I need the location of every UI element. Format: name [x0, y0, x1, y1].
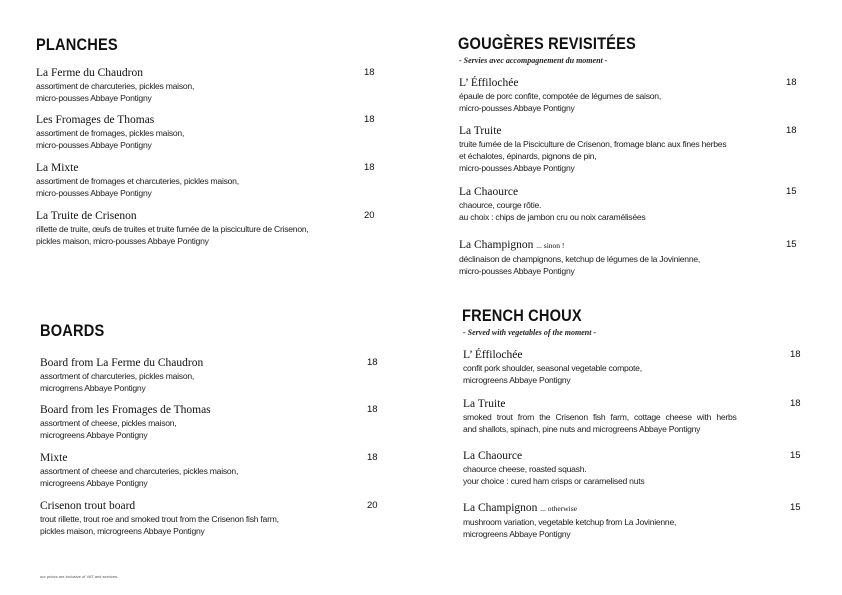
item-desc: microgreens Abbaye Pontigny — [40, 430, 148, 440]
item-name-text: La Champignon — [459, 239, 534, 251]
item-name: La Truite de Crisenon — [36, 210, 137, 222]
menu-item — [40, 451, 380, 489]
item-price: 20 — [367, 500, 378, 511]
item-desc: assortment of charcuteries, pickles maison, — [40, 371, 195, 381]
item-desc: assortiment de fromages, pickles maison, — [36, 128, 185, 138]
item-desc: smoked trout from the Crisenon fish farm, cottage cheese with herbs — [463, 412, 737, 422]
menu-item — [463, 397, 803, 435]
item-desc: pickles maison, microgreens Abbaye Pontigny — [40, 526, 205, 536]
item-price: 18 — [364, 162, 375, 173]
menu-item — [459, 76, 799, 114]
item-name: La Chaource — [459, 186, 519, 198]
item-name: La Truite — [463, 398, 506, 410]
item-desc: pickles maison, micro-pousses Abbaye Pontigny — [36, 236, 209, 246]
item-price: 18 — [790, 349, 801, 360]
menu-item — [459, 238, 799, 277]
item-price: 18 — [786, 77, 797, 88]
section-title-boards: BOARDS — [40, 321, 105, 340]
item-name: La Ferme du Chaudron — [36, 67, 143, 79]
menu-item — [36, 113, 376, 151]
item-desc: trout rillette, trout roe and smoked trout from the Crisenon fish farm, — [40, 514, 279, 524]
item-desc: chaource cheese, roasted squash. — [463, 464, 587, 474]
item-price: 15 — [786, 186, 797, 197]
item-desc: assortment of cheese, pickles maison, — [40, 418, 177, 428]
item-name: La Mixte — [36, 162, 79, 174]
item-name — [459, 238, 799, 253]
item-price: 15 — [786, 239, 797, 250]
item-desc: assortiment de fromages et charcuteries, pickles maison, — [36, 176, 239, 186]
menu-item — [36, 209, 376, 247]
menu-item — [459, 185, 799, 223]
item-name: L’ Éffilochée — [459, 77, 519, 89]
item-name: Crisenon trout board — [40, 500, 136, 512]
item-price: 18 — [786, 125, 797, 136]
item-desc: micro-pousses Abbaye Pontigny — [36, 140, 152, 150]
section-title-gougeres: GOUGÈRES REVISITÉES — [458, 34, 636, 53]
item-desc: micro-pousses Abbaye Pontigny — [459, 266, 575, 276]
item-price: 18 — [790, 398, 801, 409]
item-name: Board from les Fromages de Thomas — [40, 404, 211, 416]
section-title-planches: PLANCHES — [36, 35, 118, 54]
item-desc: assortment of cheese and charcuteries, pickles maison, — [40, 466, 239, 476]
menu-item — [40, 403, 380, 441]
item-price: 18 — [367, 357, 378, 368]
item-desc: mushroom variation, vegetable ketchup from La Jovinienne, — [463, 517, 677, 527]
item-desc: confit pork shoulder, seasonal vegetable compote, — [463, 363, 642, 373]
section-subtitle: - Servies avec accompagnement du moment - — [459, 56, 608, 65]
menu-item — [463, 501, 803, 540]
item-name-text: La Champignon — [463, 502, 538, 514]
item-name: Les Fromages de Thomas — [36, 114, 155, 126]
item-price: 20 — [364, 210, 375, 221]
item-desc: rillette de truite, œufs de truites et truite fumée de la pisciculture de Crisenon, — [36, 224, 309, 234]
item-desc: chaource, courge rôtie. — [459, 200, 542, 210]
menu-item — [40, 356, 380, 394]
item-name-suffix: ... sinon ! — [536, 241, 565, 250]
item-name: La Chaource — [463, 450, 523, 462]
item-desc: au choix : chips de jambon cru ou noix caramélisées — [459, 212, 646, 222]
item-name: L’ Éffilochée — [463, 349, 523, 361]
menu-item — [40, 499, 380, 537]
menu-item — [463, 449, 803, 487]
item-desc: et échalotes, épinards, pignons de pin, — [459, 151, 597, 161]
item-name: Mixte — [40, 452, 68, 464]
footer-note: our prices are inclusive of VAT and services. — [40, 574, 119, 579]
item-desc: micro-pousses Abbaye Pontigny — [36, 188, 152, 198]
item-desc: déclinaison de champignons, ketchup de légumes de la Jovinienne, — [459, 254, 701, 264]
item-price: 18 — [364, 114, 375, 125]
item-desc: microgreens Abbaye Pontigny — [463, 529, 571, 539]
item-desc: épaule de porc confite, compotée de légumes de saison, — [459, 91, 661, 101]
item-desc: microgreens Abbaye Pontigny — [463, 375, 571, 385]
item-desc: microgreens Abbaye Pontigny — [40, 478, 148, 488]
item-desc: micro-pousses Abbaye Pontigny — [459, 103, 575, 113]
item-name-suffix: ... otherwise — [540, 504, 577, 513]
item-name: Board from La Ferme du Chaudron — [40, 357, 204, 369]
item-desc: truite fumée de la Pisciculture de Crisenon, fromage blanc aux fines herbes — [459, 139, 727, 149]
section-title-french-choux: FRENCH CHOUX — [462, 306, 582, 325]
item-price: 15 — [790, 502, 801, 513]
item-name — [463, 501, 803, 516]
item-price: 18 — [364, 67, 375, 78]
item-desc: assortiment de charcuteries, pickles maison, — [36, 81, 195, 91]
item-desc: microgrrens Abbaye Pontigny — [40, 383, 146, 393]
item-price: 15 — [790, 450, 801, 461]
menu-item — [463, 348, 803, 386]
section-subtitle: - Served with vegetables of the moment - — [463, 328, 597, 337]
menu-item — [459, 124, 799, 174]
item-price: 18 — [367, 452, 378, 463]
item-price: 18 — [367, 404, 378, 415]
item-name: La Truite — [459, 125, 502, 137]
menu-item — [36, 66, 376, 104]
item-desc: micro-pousses Abbaye Pontigny — [459, 163, 575, 173]
item-desc: your choice : cured ham crisps or caramelised nuts — [463, 476, 645, 486]
item-desc: micro-pousses Abbaye Pontigny — [36, 93, 152, 103]
item-desc: and shallots, spinach, pine nuts and microgreens Abbaye Pontigny — [463, 424, 701, 434]
menu-item — [36, 161, 376, 199]
